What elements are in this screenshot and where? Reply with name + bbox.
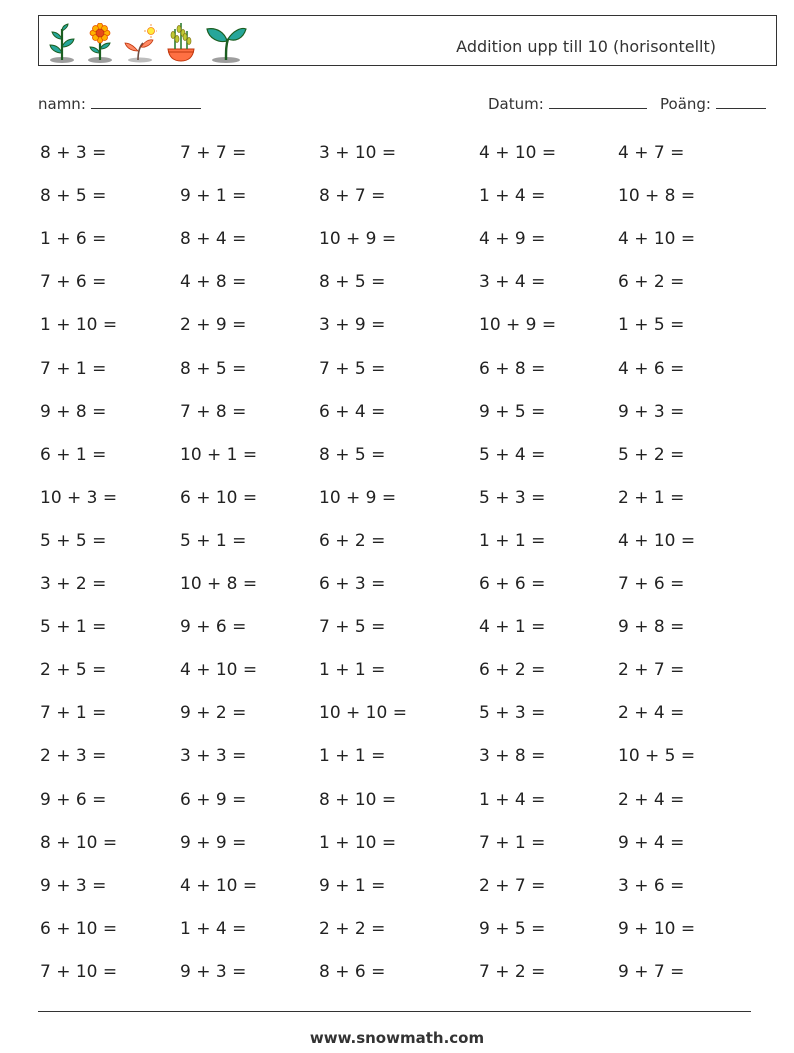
problem-item: 6 + 2 = [479, 660, 546, 681]
problem-item: 3 + 6 = [618, 875, 685, 896]
problem-item: 9 + 3 = [40, 875, 107, 896]
score-field [660, 94, 766, 113]
problem-item: 1 + 4 = [180, 918, 247, 939]
problem-item: 8 + 3 = [40, 143, 107, 163]
name-label: namn: [38, 95, 86, 113]
problem-item: 8 + 4 = [180, 229, 247, 250]
problem-item: 9 + 5 = [479, 918, 546, 939]
problem-row [40, 435, 760, 478]
problem-item: 7 + 2 = [479, 961, 546, 982]
date-blank[interactable] [549, 94, 647, 109]
problem-item: 10 + 3 = [40, 487, 118, 508]
problem-row [40, 823, 760, 866]
problem-item: 2 + 1 = [618, 487, 685, 508]
problem-item: 2 + 2 = [319, 918, 386, 939]
problem-row [40, 262, 760, 305]
problem-item: 4 + 7 = [618, 143, 685, 163]
problem-item: 6 + 9 = [180, 789, 247, 810]
problem-item: 6 + 10 = [180, 487, 258, 508]
problem-item: 2 + 5 = [40, 660, 107, 681]
problem-row [40, 219, 760, 262]
problem-item: 9 + 10 = [618, 918, 696, 939]
problem-item: 7 + 5 = [319, 617, 386, 638]
problem-item: 6 + 2 = [319, 530, 386, 551]
problem-item: 7 + 7 = [180, 143, 247, 163]
problem-item: 1 + 10 = [319, 832, 397, 853]
problem-item: 7 + 6 = [40, 272, 107, 293]
worksheet-title: Addition upp till 10 (horisontellt) [456, 37, 716, 56]
problem-item: 2 + 7 = [618, 660, 685, 681]
problem-item: 9 + 4 = [618, 832, 685, 853]
problem-row [40, 866, 760, 909]
problem-item: 6 + 1 = [40, 444, 107, 465]
problem-item: 1 + 5 = [618, 315, 685, 336]
problem-row [40, 736, 760, 779]
problem-item: 9 + 1 = [180, 186, 247, 207]
name-field [38, 94, 201, 113]
problem-row [40, 176, 760, 219]
problem-item: 1 + 10 = [40, 315, 118, 336]
problem-item: 9 + 2 = [180, 703, 247, 724]
problem-row [40, 349, 760, 392]
sprout-icon [47, 23, 77, 63]
problem-item: 10 + 1 = [180, 444, 258, 465]
problem-row [40, 564, 760, 607]
worksheet-header [38, 15, 777, 66]
date-label: Datum: [488, 95, 544, 113]
problem-item: 9 + 7 = [618, 961, 685, 982]
problem-item: 8 + 5 = [319, 272, 386, 293]
problem-item: 7 + 1 = [479, 832, 546, 853]
problem-item: 8 + 10 = [319, 789, 397, 810]
problem-item: 10 + 9 = [479, 315, 557, 336]
problem-row [40, 909, 760, 952]
problem-item: 9 + 3 = [180, 961, 247, 982]
problem-item: 4 + 6 = [618, 358, 685, 379]
problem-item: 6 + 2 = [618, 272, 685, 293]
problem-item: 5 + 5 = [40, 530, 107, 551]
problem-item: 9 + 8 = [40, 401, 107, 422]
problem-row [40, 780, 760, 823]
problem-row [40, 392, 760, 435]
flower-sprout-icon [123, 23, 157, 63]
problem-item: 1 + 1 = [319, 746, 386, 767]
problem-item: 5 + 2 = [618, 444, 685, 465]
problem-item: 1 + 4 = [479, 186, 546, 207]
problem-item: 9 + 9 = [180, 832, 247, 853]
potted-plant-icon [165, 21, 197, 63]
problem-item: 2 + 4 = [618, 789, 685, 810]
problem-item: 4 + 10 = [180, 875, 258, 896]
date-field [488, 94, 647, 113]
problem-item: 10 + 8 = [618, 186, 696, 207]
sunflower-icon [85, 23, 115, 63]
problem-item: 1 + 1 = [479, 530, 546, 551]
problem-item: 3 + 8 = [479, 746, 546, 767]
problem-item: 8 + 7 = [319, 186, 386, 207]
problem-item: 3 + 10 = [319, 143, 397, 163]
problem-item: 7 + 1 = [40, 358, 107, 379]
problem-item: 4 + 10 = [479, 143, 557, 163]
problem-item: 1 + 6 = [40, 229, 107, 250]
problem-item: 7 + 8 = [180, 401, 247, 422]
problem-item: 3 + 2 = [40, 574, 107, 594]
problem-item: 5 + 4 = [479, 444, 546, 465]
problem-item: 7 + 10 = [40, 961, 118, 982]
problem-row [40, 305, 760, 348]
problem-item: 4 + 9 = [479, 229, 546, 250]
header-icons [47, 21, 247, 63]
problem-item: 9 + 6 = [180, 617, 247, 638]
problem-item: 7 + 5 = [319, 358, 386, 379]
problem-item: 4 + 1 = [479, 617, 546, 638]
score-label: Poäng: [660, 95, 711, 113]
problem-item: 4 + 10 = [180, 660, 258, 681]
problem-item: 3 + 4 = [479, 272, 546, 293]
problem-item: 8 + 6 = [319, 961, 386, 982]
problem-item: 5 + 1 = [180, 530, 247, 551]
problem-row [40, 521, 760, 564]
problem-item: 10 + 5 = [618, 746, 696, 767]
footer-url: www.snowmath.com [309, 1029, 485, 1047]
problem-item: 4 + 10 = [618, 229, 696, 250]
problem-item: 4 + 10 = [618, 530, 696, 551]
problem-row [40, 133, 760, 176]
problem-item: 6 + 8 = [479, 358, 546, 379]
problem-item: 4 + 8 = [180, 272, 247, 293]
problem-item: 10 + 8 = [180, 574, 258, 594]
problem-item: 2 + 7 = [479, 875, 546, 896]
problem-row [40, 607, 760, 650]
problem-item: 9 + 5 = [479, 401, 546, 422]
problem-item: 9 + 1 = [319, 875, 386, 896]
problem-item: 9 + 8 = [618, 617, 685, 638]
problem-item: 7 + 6 = [618, 574, 685, 594]
problem-item: 2 + 9 = [180, 315, 247, 336]
problem-item: 6 + 3 = [319, 574, 386, 594]
problem-item: 1 + 4 = [479, 789, 546, 810]
problem-item: 2 + 4 = [618, 703, 685, 724]
problem-item: 6 + 6 = [479, 574, 546, 594]
problem-item: 10 + 9 = [319, 229, 397, 250]
problem-item: 8 + 5 = [40, 186, 107, 207]
problem-row [40, 478, 760, 521]
problem-row [40, 693, 760, 736]
problem-item: 3 + 3 = [180, 746, 247, 767]
problem-item: 1 + 1 = [319, 660, 386, 681]
footer-divider [38, 1011, 751, 1012]
problem-item: 8 + 5 = [180, 358, 247, 379]
seedling-icon [205, 23, 247, 63]
problem-item: 2 + 3 = [40, 746, 107, 767]
problem-item: 7 + 1 = [40, 703, 107, 724]
problem-row [40, 952, 760, 995]
score-blank[interactable] [716, 94, 766, 109]
name-blank[interactable] [91, 94, 201, 109]
problem-item: 5 + 3 = [479, 487, 546, 508]
problem-item: 9 + 6 = [40, 789, 107, 810]
problem-item: 6 + 4 = [319, 401, 386, 422]
problem-item: 9 + 3 = [618, 401, 685, 422]
problem-item: 8 + 10 = [40, 832, 118, 853]
problem-item: 3 + 9 = [319, 315, 386, 336]
problem-item: 5 + 3 = [479, 703, 546, 724]
problem-item: 6 + 10 = [40, 918, 118, 939]
problem-row [40, 650, 760, 693]
problem-item: 8 + 5 = [319, 444, 386, 465]
problem-item: 10 + 9 = [319, 487, 397, 508]
problem-item: 10 + 10 = [319, 703, 407, 724]
problem-item: 5 + 1 = [40, 617, 107, 638]
